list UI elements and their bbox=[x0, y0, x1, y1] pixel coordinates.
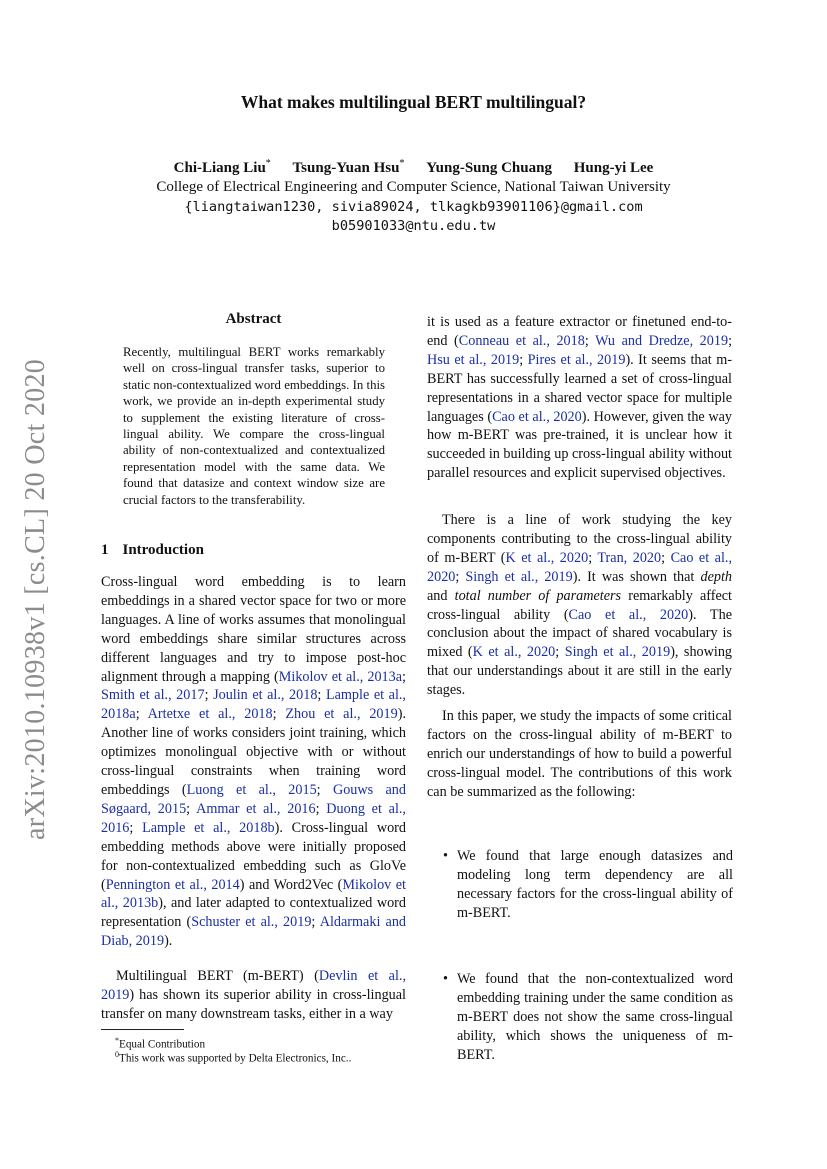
footnote-divider bbox=[101, 1029, 184, 1030]
arxiv-identifier: arXiv:2010.10938v1 [cs.CL] 20 Oct 2020 bbox=[20, 358, 51, 840]
paragraph-text: it is used as a feature extractor or finetuned end-to-end ( bbox=[427, 314, 732, 349]
paragraph-text: ; bbox=[317, 687, 326, 704]
footnote-funding: $^0$This work was supported by Delta Electronics, Inc.. bbox=[115, 1050, 352, 1065]
citation-link[interactable]: Singh et al., 2019 bbox=[465, 568, 573, 585]
paragraph-text: ) has shown its superior ability in cross-lingual transfer on many downstream tasks, either in a way bbox=[101, 986, 406, 1022]
citation-link[interactable]: Smith et al., 2017 bbox=[101, 687, 205, 704]
paragraph-text: ; bbox=[129, 819, 143, 836]
paragraph-text: ; bbox=[588, 549, 598, 566]
paragraph-text: ). It was shown that bbox=[572, 568, 701, 585]
paragraph-text: ; bbox=[186, 800, 197, 817]
citation-link[interactable]: Devlin et al., 2019 bbox=[101, 968, 406, 1003]
citation-link[interactable]: Lample et al., 2018a bbox=[101, 687, 406, 723]
citation-link[interactable]: Duong et al., 2016 bbox=[101, 800, 406, 836]
paragraph-text: ). The conclusion about the impact of shared vocabulary is mixed ( bbox=[427, 606, 732, 661]
paragraph-text: ; bbox=[455, 568, 466, 585]
citation-link[interactable]: Luong et al., 2015 bbox=[186, 781, 317, 798]
author: Hung-yi Lee bbox=[573, 160, 654, 176]
author: Chi-Liang Liu* bbox=[173, 158, 271, 176]
citation-link[interactable]: Gouws and Søgaard, 2015 bbox=[101, 781, 406, 817]
citation-link[interactable]: Zhou et al., 2019 bbox=[285, 706, 398, 723]
paragraph-text: Multilingual BERT (m-BERT) ( bbox=[116, 968, 319, 984]
paragraph-text: ), and later adapted to contextualized word representation ( bbox=[101, 895, 406, 931]
citation-link[interactable]: Schuster et al., 2019 bbox=[191, 914, 312, 931]
citation-link[interactable]: Pires et al., 2019 bbox=[527, 351, 626, 368]
citation-link[interactable]: Pennington et al., 2014 bbox=[105, 876, 240, 893]
paragraph-text: ; bbox=[519, 351, 528, 368]
citation-link[interactable]: Lample et al., 2018b bbox=[142, 819, 275, 836]
citation-link[interactable]: Cao et al., 2020 bbox=[568, 606, 689, 623]
citation-link[interactable]: Mikolov et al., 2013b bbox=[101, 876, 406, 912]
author-emails: {liangtaiwan1230, sivia89024, tlkagkb93901106}@gmail.com bbox=[184, 199, 643, 215]
citation-link[interactable]: Cao et al., 2020 bbox=[427, 549, 732, 585]
author-email-secondary: b05901033@ntu.edu.tw bbox=[331, 218, 496, 234]
contribution-bullet: • We found that the non-contextualized word embedding training under the same condition as m-BERT does not show the same cross-lingual ability, which shows the uniqueness of m-BERT. bbox=[443, 971, 733, 1063]
paragraph-text: ) and Word2Vec ( bbox=[239, 876, 343, 893]
paragraph-text: ). bbox=[164, 933, 173, 950]
abstract-heading: Abstract bbox=[225, 311, 282, 327]
citation-link[interactable]: Conneau et al., 2018 bbox=[458, 332, 585, 349]
intro-paragraph-1 bbox=[101, 573, 406, 951]
paragraph-text: ; bbox=[728, 332, 733, 349]
paragraph-text: ). Another line of works considers joint training, which optimizes monolingual objective with or without cross-lingual constraints when training word embeddings ( bbox=[101, 706, 406, 798]
citation-link[interactable]: Aldarmaki and Diab, 2019 bbox=[101, 914, 407, 950]
affiliation: College of Electrical Engineering and Computer Science, National Taiwan University bbox=[156, 179, 671, 195]
citation-link[interactable]: K et al., 2020 bbox=[505, 549, 589, 566]
footnote-equal-contribution: *Equal Contribution bbox=[115, 1036, 206, 1051]
bullet-marker: • bbox=[443, 848, 448, 864]
contribution-bullet: • We found that large enough datasizes and modeling long term dependency are all necessary factors for the cross-lingual ability of m-BERT. bbox=[443, 848, 733, 921]
citation-link[interactable]: Cao et al., 2020 bbox=[492, 408, 582, 425]
citation-link[interactable]: Hsu et al., 2019 bbox=[427, 351, 520, 368]
right-paragraph-1 bbox=[427, 313, 732, 483]
paragraph-text: ; bbox=[584, 332, 596, 349]
author-list bbox=[0, 158, 827, 177]
right-paragraph-3: In this paper, we study the impacts of some critical factors on the cross-lingual ability of m-BERT to enrich our understandings of how to build a powerful cross-lingual model. The contributions of this work can be summarized as the following: bbox=[427, 708, 732, 800]
paragraph-text: ; bbox=[311, 914, 320, 931]
paragraph-text: and bbox=[427, 587, 455, 604]
citation-link[interactable]: Ammar et al., 2016 bbox=[196, 800, 316, 817]
section-heading-introduction bbox=[101, 542, 204, 559]
citation-link[interactable]: Artetxe et al., 2018 bbox=[147, 706, 273, 723]
citation-link[interactable]: Singh et al., 2019 bbox=[564, 644, 671, 661]
right-paragraph-2 bbox=[427, 511, 732, 700]
paragraph-text: There is a line of work studying the key components contributing to the cross-lingual ability of m-BERT ( bbox=[427, 512, 732, 566]
citation-link[interactable]: Mikolov et al., 2013a bbox=[278, 668, 403, 685]
paragraph-text: Cross-lingual word embedding is to learn embeddings in a shared vector space for two or more languages. A line of works assumes that monolingual word embeddings share similar structures across different languages and try to impose post-hoc alignment through a mapping ( bbox=[101, 574, 406, 685]
paragraph-text: ; bbox=[204, 687, 214, 704]
emphasis-text: depth bbox=[700, 568, 732, 585]
paragraph-text: ), showing that our understandings about it are still in the early stages. bbox=[427, 644, 733, 699]
paragraph-text: ; bbox=[661, 549, 671, 566]
paragraph-text: ; bbox=[315, 800, 327, 817]
citation-link[interactable]: Joulin et al., 2018 bbox=[213, 687, 318, 704]
paragraph-text: ). Cross-lingual word embedding methods above were initially proposed for non-contextualized embedding such as GloVe ( bbox=[101, 819, 406, 893]
intro-paragraph-2 bbox=[101, 967, 406, 1024]
section-title: Introduction bbox=[122, 542, 204, 558]
paragraph-text: ; bbox=[316, 781, 333, 798]
section-number: 1 bbox=[101, 542, 109, 558]
abstract-text: Recently, multilingual BERT works remarkably well on cross-lingual transfer tasks, superior to static non-contextualized word embeddings. In this work, we provide an in-depth experimental study to supplement the existing literature of cross-lingual ability. We compare the cross-lingual ability of non-contextualized and contextualized representation model with the same data. We found that datasize and context window size are crucial factors to the transferability. bbox=[123, 345, 385, 507]
emphasis-text: total number of parameters bbox=[454, 587, 622, 604]
citation-link[interactable]: Tran, 2020 bbox=[597, 549, 662, 566]
paragraph-text: remarkably affect cross-lingual ability ( bbox=[427, 587, 732, 623]
paragraph-text: ; bbox=[555, 644, 565, 661]
citation-link[interactable]: K et al., 2020 bbox=[472, 644, 556, 661]
bullet-marker: • bbox=[443, 971, 448, 987]
citation-link[interactable]: Wu and Dredze, 2019 bbox=[595, 332, 729, 349]
paragraph-text: ). However, given the way how m-BERT was pre-trained, it is unclear how it succeeded in building up cross-lingual ability without parallel resources and explicit supervised objectives. bbox=[427, 408, 732, 482]
paragraph-text: ; bbox=[272, 706, 286, 723]
paper-title: What makes multilingual BERT multilingual? bbox=[240, 92, 587, 112]
author: Tsung-Yuan Hsu* bbox=[292, 158, 405, 176]
paragraph-text: ; bbox=[402, 668, 406, 685]
paragraph-text: ; bbox=[135, 706, 148, 723]
author: Yung-Sung Chuang bbox=[426, 160, 552, 176]
paragraph-text: ). It seems that m-BERT has successfully learned a set of cross-lingual representations in a shared vector space for multiple languages ( bbox=[427, 351, 732, 425]
